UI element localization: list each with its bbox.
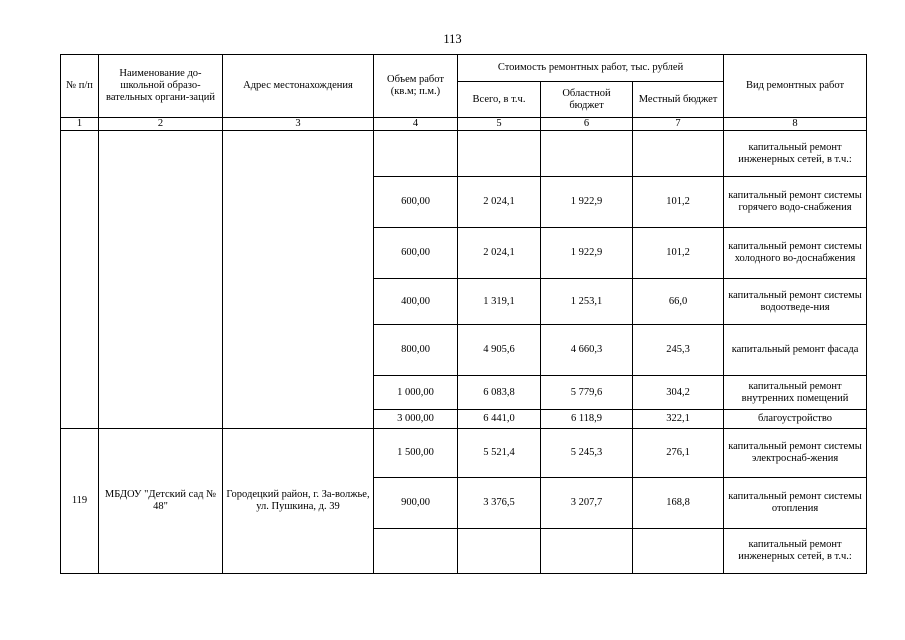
volume-cell: 900,00 [374, 478, 458, 529]
column-number: 4 [374, 118, 458, 131]
total-cost-cell: 6 083,8 [458, 376, 541, 410]
column-number: 1 [61, 118, 99, 131]
total-cost-cell: 3 376,5 [458, 478, 541, 529]
volume-cell [374, 131, 458, 177]
volume-cell: 3 000,00 [374, 410, 458, 429]
regional-budget-cell: 6 118,9 [541, 410, 633, 429]
repair-type-cell: капитальный ремонт инженерных сетей, в т.ч.: [724, 131, 867, 177]
column-number: 5 [458, 118, 541, 131]
column-number: 7 [633, 118, 724, 131]
regional-budget-cell: 3 207,7 [541, 478, 633, 529]
volume-cell: 400,00 [374, 279, 458, 325]
total-cost-cell: 1 319,1 [458, 279, 541, 325]
volume-cell: 600,00 [374, 177, 458, 228]
local-budget-cell: 304,2 [633, 376, 724, 410]
column-number: 3 [223, 118, 374, 131]
address-cell: Городецкий район, г. За-волжье, ул. Пушкина, д. 39 [223, 429, 374, 574]
repair-works-table [60, 54, 867, 574]
table-row [61, 429, 867, 478]
organization-name-cell: МБДОУ "Детский сад № 48" [99, 429, 223, 574]
local-budget-cell: 101,2 [633, 177, 724, 228]
total-cost-cell: 2 024,1 [458, 228, 541, 279]
volume-cell: 800,00 [374, 325, 458, 376]
regional-budget-cell [541, 529, 633, 574]
volume-cell: 600,00 [374, 228, 458, 279]
column-number: 8 [724, 118, 867, 131]
total-cost-cell [458, 131, 541, 177]
column-numbers-row [61, 118, 867, 131]
regional-budget-cell [541, 131, 633, 177]
header-col-type: Вид ремонтных работ [724, 55, 867, 118]
header-col-total: Всего, в т.ч. [458, 82, 541, 118]
page-number: 113 [443, 32, 462, 46]
repair-type-cell: благоустройство [724, 410, 867, 429]
regional-budget-cell: 1 253,1 [541, 279, 633, 325]
header-col-name: Наименование до-школьной образо-вательных органи-заций [99, 55, 223, 118]
regional-budget-cell: 4 660,3 [541, 325, 633, 376]
regional-budget-cell: 5 779,6 [541, 376, 633, 410]
repair-type-cell: капитальный ремонт системы водоотведе-ния [724, 279, 867, 325]
column-number: 6 [541, 118, 633, 131]
address-cell [223, 131, 374, 429]
local-budget-cell [633, 131, 724, 177]
repair-type-cell: капитальный ремонт системы электроснаб-жения [724, 429, 867, 478]
organization-name-cell [99, 131, 223, 429]
repair-type-cell: капитальный ремонт фасада [724, 325, 867, 376]
header-row-1 [61, 55, 867, 82]
table-row [61, 131, 867, 177]
header-col-cost-group: Стоимость ремонтных работ, тыс. рублей [458, 55, 724, 82]
regional-budget-cell: 1 922,9 [541, 228, 633, 279]
header-col-address: Адрес местонахождения [223, 55, 374, 118]
regional-budget-cell: 5 245,3 [541, 429, 633, 478]
row-number-cell [61, 131, 99, 429]
total-cost-cell: 5 521,4 [458, 429, 541, 478]
total-cost-cell: 6 441,0 [458, 410, 541, 429]
total-cost-cell: 4 905,6 [458, 325, 541, 376]
repair-type-cell: капитальный ремонт внутренних помещений [724, 376, 867, 410]
header-col-volume: Объем работ (кв.м; п.м.) [374, 55, 458, 118]
volume-cell: 1 000,00 [374, 376, 458, 410]
local-budget-cell: 245,3 [633, 325, 724, 376]
volume-cell [374, 529, 458, 574]
repair-type-cell: капитальный ремонт системы холодного во-доснабжения [724, 228, 867, 279]
repair-type-cell: капитальный ремонт системы отопления [724, 478, 867, 529]
repair-type-cell: капитальный ремонт системы горячего водо-снабжения [724, 177, 867, 228]
local-budget-cell: 276,1 [633, 429, 724, 478]
local-budget-cell: 322,1 [633, 410, 724, 429]
total-cost-cell [458, 529, 541, 574]
local-budget-cell: 168,8 [633, 478, 724, 529]
repair-type-cell: капитальный ремонт инженерных сетей, в т.ч.: [724, 529, 867, 574]
regional-budget-cell: 1 922,9 [541, 177, 633, 228]
header-col-no: № п/п [61, 55, 99, 118]
total-cost-cell: 2 024,1 [458, 177, 541, 228]
local-budget-cell: 101,2 [633, 228, 724, 279]
volume-cell: 1 500,00 [374, 429, 458, 478]
local-budget-cell: 66,0 [633, 279, 724, 325]
local-budget-cell [633, 529, 724, 574]
header-col-local: Местный бюджет [633, 82, 724, 118]
header-col-regional: Областной бюджет [541, 82, 633, 118]
column-number: 2 [99, 118, 223, 131]
row-number-cell: 119 [61, 429, 99, 574]
